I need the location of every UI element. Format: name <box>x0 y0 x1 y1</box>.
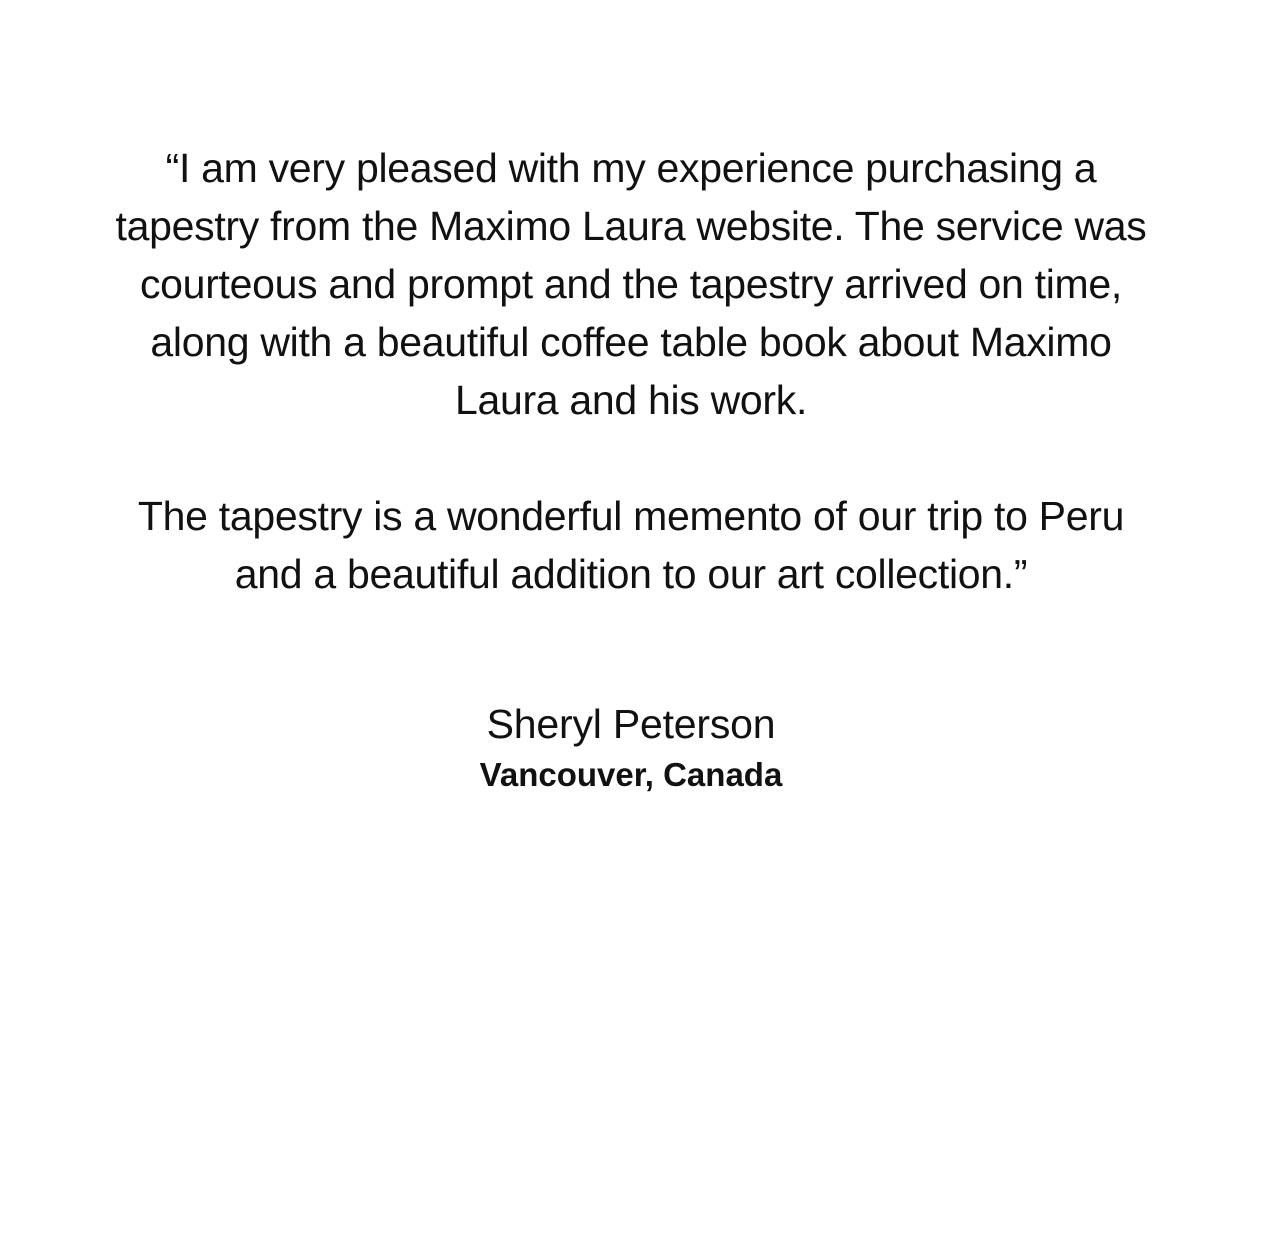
quote-paragraph-2 <box>50 487 1212 603</box>
testimonial-quote <box>50 139 1212 603</box>
quote-line: tapestry from the Maximo Laura website. The service was <box>115 203 1147 249</box>
author-name: Sheryl Peterson <box>486 701 776 747</box>
quote-line: courteous and prompt and the tapestry arrived on time, <box>139 261 1122 307</box>
quote-line: “I am very pleased with my experience purchasing a <box>165 145 1097 191</box>
quote-line: along with a beautiful coffee table book about Maximo <box>150 319 1112 365</box>
quote-line: Laura and his work. <box>454 377 808 423</box>
author-location: Vancouver, Canada <box>479 756 783 793</box>
quote-line: and a beautiful addition to our art collection.” <box>234 551 1028 597</box>
quote-line: The tapestry is a wonderful memento of our trip to Peru <box>137 493 1125 539</box>
quote-paragraph-1 <box>50 139 1212 429</box>
